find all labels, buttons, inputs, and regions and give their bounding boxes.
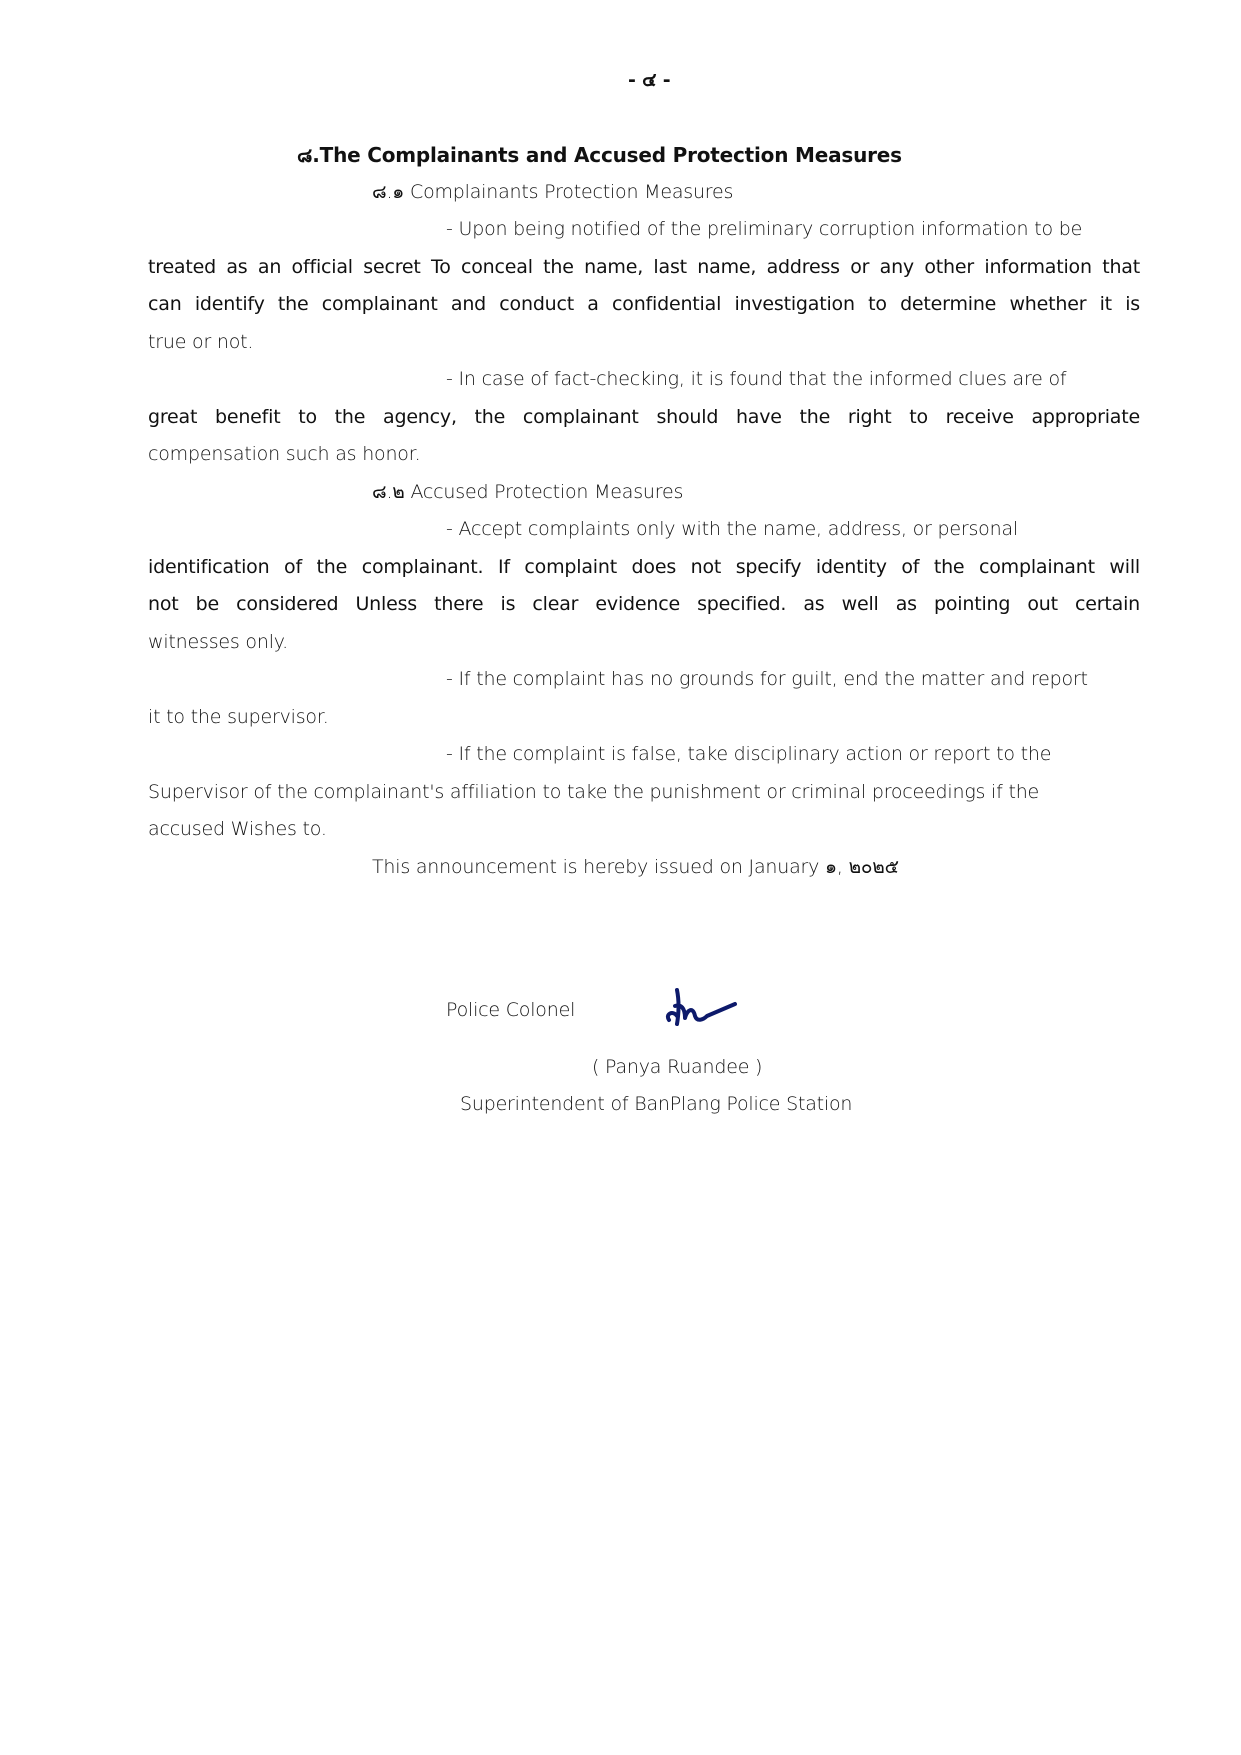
handwritten-signature: [655, 980, 745, 1030]
paragraph-line: [148, 592, 1140, 616]
paragraph-line: accused Wishes to.: [148, 818, 327, 840]
page-number: - ๔ -: [628, 69, 671, 91]
paragraph-text: great benefit to the agency, the complainant should have the right to receive appropriate: [148, 406, 1140, 428]
paragraph-text: identification of the complainant. If complaint does not specify identity of the complainant will: [148, 556, 1140, 578]
paragraph-line: witnesses only.: [148, 631, 288, 653]
paragraph-line: [148, 405, 1140, 429]
paragraph-line: - In case of fact-checking, it is found that the informed clues are of: [446, 368, 1067, 390]
section-heading: ๘.The Complainants and Accused Protection Measures: [297, 143, 902, 167]
signatory-rank: Police Colonel: [446, 999, 576, 1021]
signatory-position: Superintendent of BanPlang Police Station: [460, 1093, 853, 1115]
paragraph-line: it to the supervisor.: [148, 706, 329, 728]
signatory-name: ( Panya Ruandee ): [592, 1056, 763, 1078]
announcement-date: This announcement is hereby issued on January ๑, ๒๐๒๕: [372, 856, 899, 878]
paragraph-line: Supervisor of the complainant's affiliation to take the punishment or criminal proceedings if the: [148, 781, 1040, 803]
subsection-title-accused: ๘.๒ Accused Protection Measures: [372, 481, 684, 503]
subsection-title-complainants: ๘.๑ Complainants Protection Measures: [372, 181, 734, 203]
paragraph-text: can identify the complainant and conduct a confidential investigation to determine whether it is: [148, 293, 1140, 315]
paragraph-line: [148, 255, 1140, 279]
paragraph-line: - If the complaint is false, take disciplinary action or report to the: [446, 743, 1052, 765]
paragraph-text: treated as an official secret To conceal the name, last name, address or any other information that: [148, 256, 1140, 278]
paragraph-text: not be considered Unless there is clear evidence specified. as well as pointing out certain: [148, 593, 1140, 615]
paragraph-line: compensation such as honor.: [148, 443, 421, 465]
paragraph-line: - Upon being notified of the preliminary corruption information to be: [446, 218, 1083, 240]
paragraph-line: - Accept complaints only with the name, address, or personal: [446, 518, 1018, 540]
paragraph-line: true or not.: [148, 331, 254, 353]
paragraph-line: - If the complaint has no grounds for guilt, end the matter and report: [446, 668, 1088, 690]
paragraph-line: [148, 292, 1140, 316]
paragraph-line: [148, 555, 1140, 579]
